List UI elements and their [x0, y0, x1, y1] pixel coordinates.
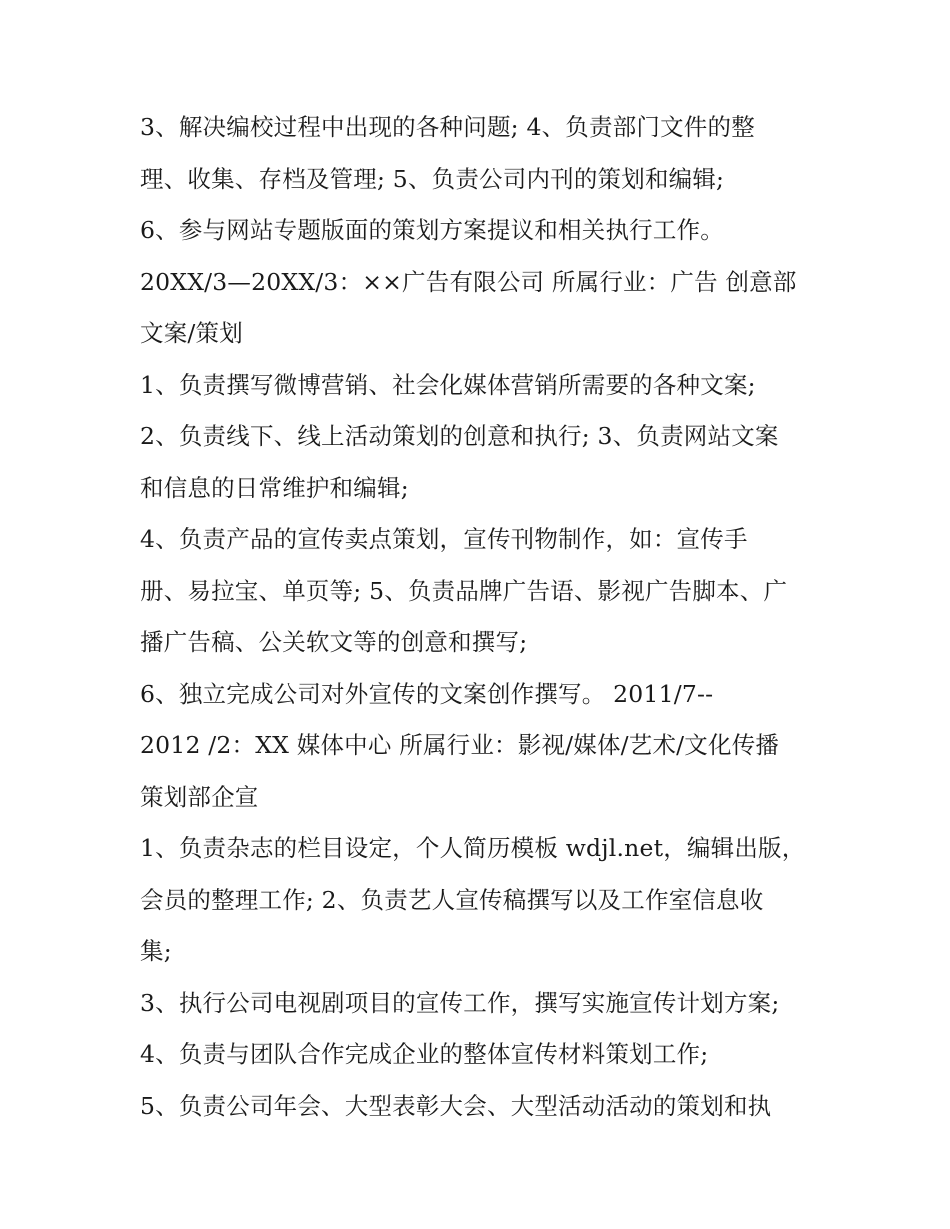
text-line: 2、负责线下、线上活动策划的创意和执行; 3、负责网站文案	[140, 422, 779, 450]
text-line: 3、解决编校过程中出现的各种问题; 4、负责部门文件的整	[140, 113, 755, 141]
text-line: 4、负责产品的宣传卖点策划，宣传刊物制作，如：宣传手	[140, 525, 748, 553]
text-line: 3、执行公司电视剧项目的宣传工作，撰写实施宣传计划方案;	[140, 988, 780, 1017]
text-line: 6、独立完成公司对外宣传的文案创作撰写。 2011/7--	[140, 679, 714, 708]
text-line: 5、负责公司年会、大型表彰大会、大型活动活动的策划和执	[140, 1091, 772, 1120]
text-line: 策划部企宣	[140, 782, 259, 811]
text-line: 2012 /2：XX 媒体中心 所属行业：影视/媒体/艺术/文化传播	[140, 731, 780, 759]
text-line: 集;	[140, 937, 172, 965]
text-line: 理、收集、存档及管理; 5、负责公司内刊的策划和编辑;	[140, 164, 725, 193]
text-line: 4、负责与团队合作完成企业的整体宣传材料策划工作;	[140, 1040, 709, 1068]
text-line: 6、参与网站专题版面的策划方案提议和相关执行工作。	[140, 216, 724, 244]
text-line: 播广告稿、公关软文等的创意和撰写;	[140, 628, 528, 656]
text-line: 文案/策划	[140, 319, 243, 347]
text-line: 20XX/3—20XX/3：××广告有限公司 所属行业：广告 创意部	[140, 267, 797, 296]
text-line: 册、易拉宝、单页等; 5、负责品牌广告语、影视广告脚本、广	[140, 576, 788, 605]
document-body	[140, 102, 830, 1132]
text-line: 1、负责撰写微博营销、社会化媒体营销所需要的各种文案;	[140, 370, 756, 399]
text-line: 和信息的日常维护和编辑;	[140, 473, 409, 502]
text-line: 会员的整理工作; 2、负责艺人宣传稿撰写以及工作室信息收	[140, 885, 764, 914]
text-line: 1、负责杂志的栏目设定，个人简历模板 wdjl.net，编辑出版，	[140, 834, 806, 862]
